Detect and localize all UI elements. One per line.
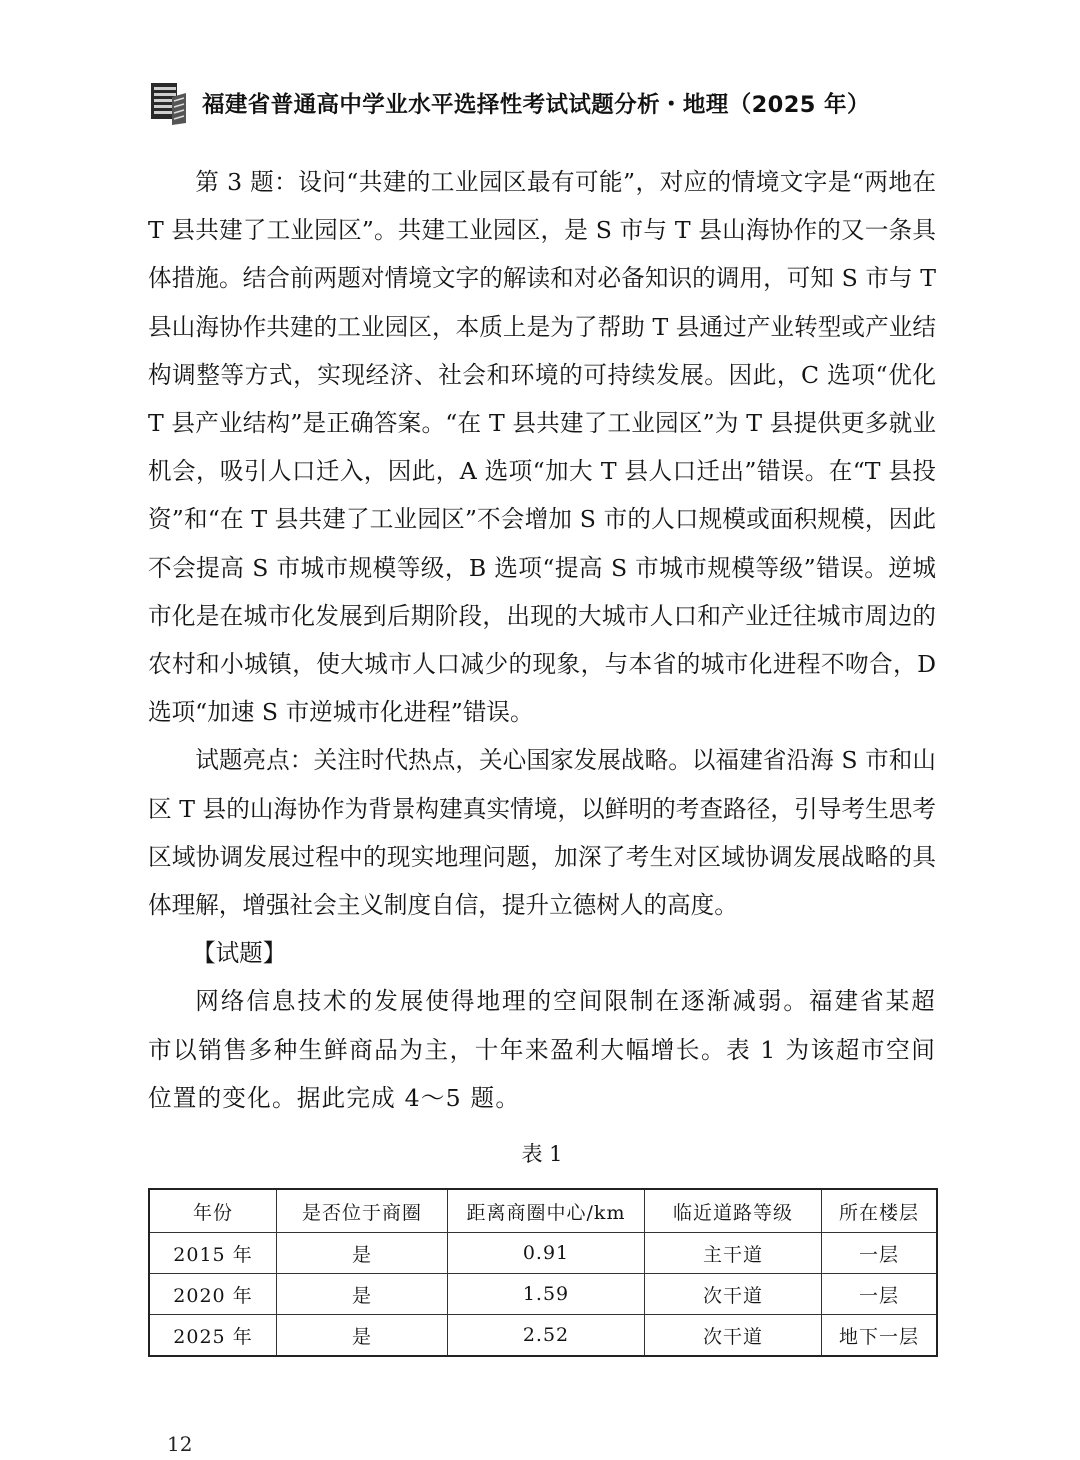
table-caption: 表 1 xyxy=(521,1142,563,1167)
cell-in-business-district: 是 xyxy=(277,1274,448,1315)
table-row xyxy=(149,1274,937,1315)
page-number: 12 xyxy=(167,1432,193,1456)
cell-distance: 1.59 xyxy=(448,1274,645,1315)
question-section-label: 【试题】 xyxy=(192,939,287,968)
page-header xyxy=(148,78,948,128)
col-header-in-business-district: 是否位于商圈 xyxy=(277,1189,448,1233)
cell-year: 2025 年 xyxy=(149,1315,277,1357)
page-content xyxy=(148,158,936,1357)
header-title: 福建省普通高中学业水平选择性考试试题分析・地理（2025 年） xyxy=(202,92,870,118)
cell-floor: 地下一层 xyxy=(822,1315,938,1357)
col-header-floor: 所在楼层 xyxy=(822,1189,938,1233)
cell-road-grade: 次干道 xyxy=(645,1274,822,1315)
cell-distance: 2.52 xyxy=(448,1315,645,1357)
col-header-road-grade: 临近道路等级 xyxy=(645,1189,822,1233)
cell-year: 2015 年 xyxy=(149,1233,277,1274)
supermarket-location-table xyxy=(148,1188,938,1357)
cell-in-business-district: 是 xyxy=(277,1233,448,1274)
cell-road-grade: 次干道 xyxy=(645,1315,822,1357)
question-stem: 网络信息技术的发展使得地理的空间限制在逐渐减弱。福建省某超市以销售多种生鲜商品为主，十年来盈利大幅增长。表 1 为该超市空间位置的变化。据此完成 4～5 题。 xyxy=(148,987,936,1112)
book-stack-icon xyxy=(148,79,188,127)
table-row xyxy=(149,1315,937,1357)
highlights-paragraph: 试题亮点：关注时代热点，关心国家发展战略。以福建省沿海 S 市和山区 T 县的山海协作为背景构建真实情境，以鲜明的考查路径，引导考生思考区域协调发展过程中的现实地理问题，加深了考生对区域协调发展战略的具体理解，增强社会主义制度自信，提升立德树人的高度。 xyxy=(148,746,936,920)
cell-floor: 一层 xyxy=(822,1274,938,1315)
cell-floor: 一层 xyxy=(822,1233,938,1274)
analysis-q3-paragraph: 第 3 题：设问“共建的工业园区最有可能”，对应的情境文字是“两地在 T 县共建了工业园区”。共建工业园区，是 S 市与 T 县山海协作的又一条具体措施。结合前两题对情境文字的解读和对必备知识的调用，可知 S 市与 T 县山海协作共建的工业园区，本质上是为了帮助 T 县通过产业转型或产业结构调整等方式，实现经济、社会和环境的可持续发展。因此，C 选项“优化 T 县产业结构”是正确答案。“在 T 县共建了工业园区”为 T 县提供更多就业机会，吸引人口迁入，因此，A 选项“加大 T 县人口迁出”错误。在“T 县投资”和“在 T 县共建了工业园区”不会增加 S 市的人口规模或面积规模，因此不会提高 S 市城市规模等级，B 选项“提高 S 市城市规模等级”错误。逆城市化是在城市化发展到后期阶段，出现的大城市人口和产业迁往城市周边的农村和小城镇，使大城市人口减少的现象，与本省的城市化进程不吻合，D 选项“加速 S 市逆城市化进程”错误。 xyxy=(148,168,936,727)
col-header-year: 年份 xyxy=(149,1189,277,1233)
table-header-row xyxy=(149,1189,937,1233)
cell-in-business-district: 是 xyxy=(277,1315,448,1357)
cell-distance: 0.91 xyxy=(448,1233,645,1274)
table-row xyxy=(149,1233,937,1274)
cell-road-grade: 主干道 xyxy=(645,1233,822,1274)
col-header-distance: 距离商圈中心/km xyxy=(448,1189,645,1233)
cell-year: 2020 年 xyxy=(149,1274,277,1315)
